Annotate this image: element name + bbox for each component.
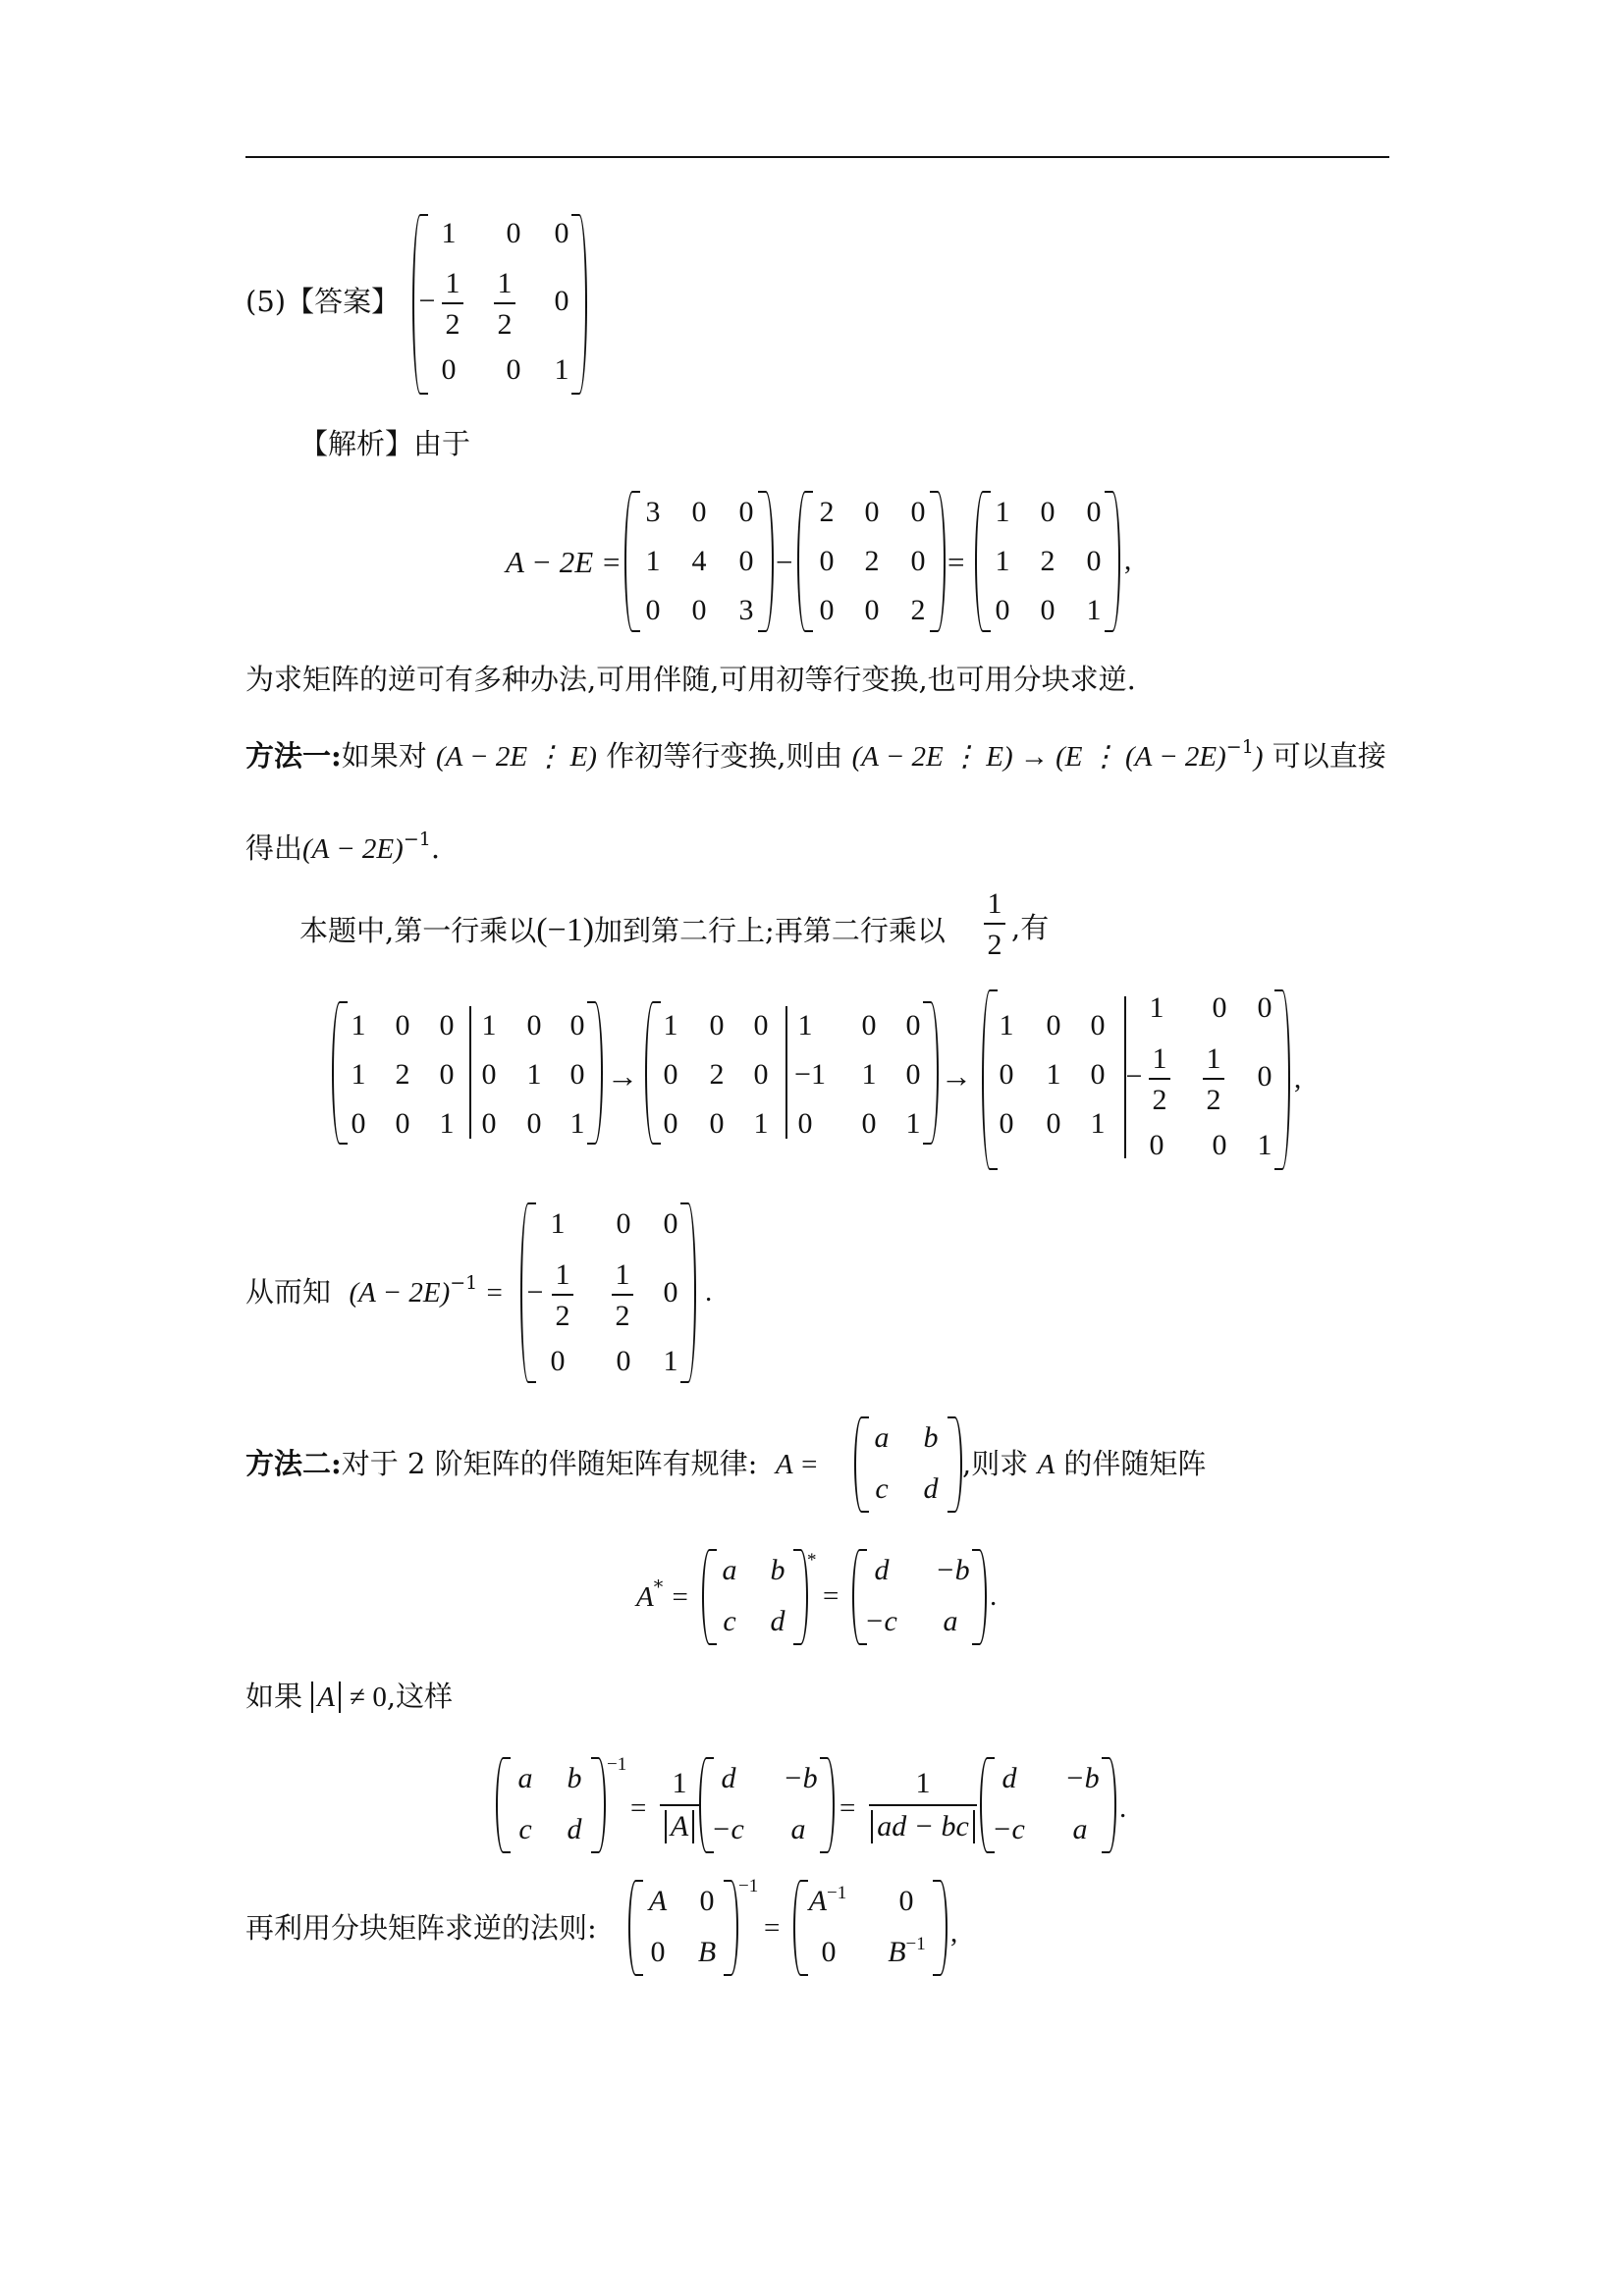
adj-sup: *: [807, 1550, 817, 1571]
method1-line2: 得出$(A - 2E)^{-1}$.: [245, 828, 441, 865]
eq1-minus: −: [776, 545, 793, 579]
analysis-label: 【解析】由于: [299, 427, 471, 460]
inv-eq2: =: [839, 1792, 856, 1824]
adj-lhs: A* =: [636, 1576, 688, 1613]
aug-tail: ,: [1294, 1063, 1302, 1095]
method2-line: 方法二:对于 2 阶矩阵的伴随矩阵有规律: A =: [245, 1447, 819, 1480]
block-end: ,: [950, 1917, 958, 1949]
eq1-lhs: A − 2E =: [506, 545, 622, 579]
step-fraction: 1 2: [984, 887, 1005, 962]
inv-frac-2: 1 ad − bc: [869, 1767, 977, 1843]
inv-end: .: [1119, 1792, 1127, 1824]
step-tail: ,有: [1011, 911, 1050, 944]
inv-sup: −1: [607, 1754, 627, 1775]
step-text: 本题中,第一行乘以(−1)加到第二行上;再第二行乘以: [299, 912, 946, 948]
arrow-2: →: [941, 1058, 972, 1094]
method2-tail: ,则求 A 的伴随矩阵: [962, 1447, 1207, 1480]
inv-eq: =: [630, 1792, 647, 1824]
conclude-text: 从而知 $(A - 2E)^{-1}$ =: [245, 1272, 503, 1308]
block-sup: −1: [738, 1876, 759, 1896]
adj-end: .: [990, 1580, 998, 1612]
header-rule: [245, 156, 1389, 158]
answer-label: (5)【答案】: [245, 285, 401, 318]
block-eq: =: [764, 1912, 781, 1944]
method1-line1: 方法一:如果对 (A − 2E ⋮ E) 作初等行变换,则由 (A − 2E ⋮ E) → (E ⋮ $(A - 2E)^{-1}$) 可以直接: [245, 736, 1386, 773]
eq1-tail: ,: [1124, 545, 1132, 576]
inv-frac-1: 1 A: [660, 1767, 699, 1843]
adj-eq2: =: [823, 1580, 839, 1612]
intro-text: 为求矩阵的逆可有多种办法,可用伴随,可用初等行变换,也可用分块求逆.: [245, 663, 1136, 696]
ifdet-line: 如果 A ≠ 0,这样: [245, 1680, 454, 1713]
block-text: 再利用分块矩阵求逆的法则:: [245, 1911, 597, 1945]
document-page: (5)【答案】 1 0 0 − 1 2 1 2 0 0 0 1 【解析】由于 A − 2E = 3 0 0 1 4 0 0 0 3 − 2 0 0 0 2 0 0 0 2 = 1 0 0 1 2 0 0 0 1 , 为求矩阵的逆可有多种办法,可用伴随,可用初等行变换,也可用分块求逆. 方法一:如果对 (A − 2E ⋮ E) 作初等行变换,则由 (A − 2E ⋮ E) → (E ⋮ $(A - 2E)^{-1}$) 可以直接 得出$(A - 2E)^{-1}$. 本题中,第一行乘以(−1)加到第二行上;再第二行乘以 1 2 ,有 1 0 0 1 2 0 0 0 1 1 0 0 0 1 0 0 0 1 → 1 0 0 0 2 0 0 0 1 1 0 0 −1 1 0 0 0 1 → 1 0 0 0 1 0 0 0 1 1 0 0 − 1 2 1 2 0 0 0 1 , 从而知 $(A - 2E)^{-1}$ = 1 0 0 − 1 2 1 2 0 0 0 1 . 方法二:对于 2 阶矩阵的伴随矩阵有规律: A = a b c d ,则求 A 的伴随矩阵 A* = a b c d * = d −b −c a . 如果 A ≠ 0,这样 a b c d −1 = 1 A d −b −c a = 1 ad − bc d −b −c a . 再利用分块矩阵求逆的法则: A 0 0 B −1 = $A^{-1}$ 0 0 $B^{-1}$ ,: [0, 0, 1624, 2296]
arrow-1: →: [607, 1058, 638, 1094]
conclude-end: .: [705, 1276, 713, 1308]
eq1-equals: =: [947, 545, 965, 579]
